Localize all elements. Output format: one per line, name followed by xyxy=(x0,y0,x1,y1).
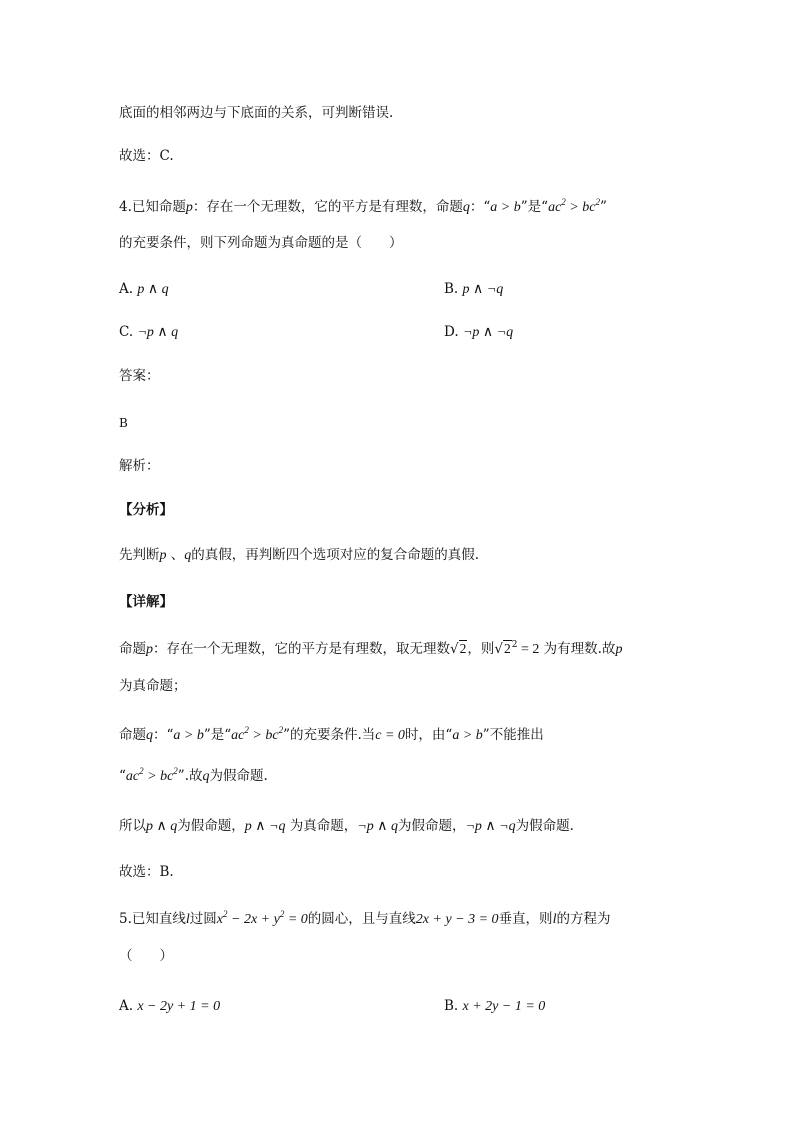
q4-option-c: C. ¬p ∧ q xyxy=(119,324,179,340)
q4-stem-line2: 的充要条件，则下列命题为真命题的是（ ） xyxy=(119,235,403,251)
q4-option-b: B. p ∧ ¬q xyxy=(444,281,504,297)
quote-open: ：“ xyxy=(469,199,491,215)
q4-option-a: A. p ∧ q xyxy=(119,281,169,297)
xiangjie-heading: 【详解】 xyxy=(119,594,173,610)
q4-final-answer: 故选：B. xyxy=(119,864,174,880)
detail-line1: 命题p：存在一个无理数，它的平方是有理数，取无理数√2，则$√2^2 = 2$ 为有理数.故p xyxy=(119,640,623,657)
fenxi-heading: 【分析】 xyxy=(119,502,173,518)
q4-prefix: 4.已知命题 xyxy=(119,199,186,215)
q4-stem-line1 xyxy=(119,197,607,218)
fenxi-text: 先判断p 、q的真假，再判断四个选项对应的复合命题的真假. xyxy=(119,547,480,563)
sqrt-2-squared: √2 xyxy=(494,641,511,657)
q5-option-a: A. x − 2y + 1 = 0 xyxy=(119,998,221,1014)
answer-label: 答案： xyxy=(119,368,160,384)
condition-a-gt-b: a > b xyxy=(490,200,521,215)
analysis-label: 解析： xyxy=(119,458,160,474)
q4-stem-text: ：存在一个无理数，它的平方是有理数，命题 xyxy=(192,199,463,215)
detail-line2: 命题q：“a > b”是“$ac^2 > bc^2$”的充要条件.当c = 0时，由“a > b”不能推出 xyxy=(119,725,544,743)
var-q: q xyxy=(462,200,470,215)
intro-line: 底面的相邻两边与下底面的关系，可判断错误. xyxy=(119,105,394,121)
quote-mid: ”是“ xyxy=(520,199,549,215)
previous-answer: 故选：C. xyxy=(119,148,174,164)
answer-value: B xyxy=(119,416,128,430)
sqrt-2: √2 xyxy=(450,641,467,657)
q5-stem-line2: （ ） xyxy=(119,948,173,964)
detail-line1-cont: 为真命题； xyxy=(119,678,187,694)
quote-close: ” xyxy=(599,199,607,215)
q5-option-b: B. x + 2y − 1 = 0 xyxy=(444,998,546,1014)
detail-line4: 所以p ∧ q为假命题，p ∧ ¬q 为真命题，¬p ∧ q为假命题，¬p ∧ ¬q为假命题. xyxy=(119,818,574,834)
q4-option-d: D. ¬p ∧ ¬q xyxy=(444,324,514,340)
condition-ac2: $ac^2 > bc^2$ xyxy=(548,197,600,215)
detail-line3: “$ac^2 > bc^2$”.故q为假命题. xyxy=(119,766,268,784)
q5-stem-line1: 5.已知直线l过圆$x^2 - 2x + y^2 = 0$的圆心，且与直线2x + y − 3 = 0垂直，则l的方程为 xyxy=(119,909,611,927)
var-p: p xyxy=(185,200,193,215)
